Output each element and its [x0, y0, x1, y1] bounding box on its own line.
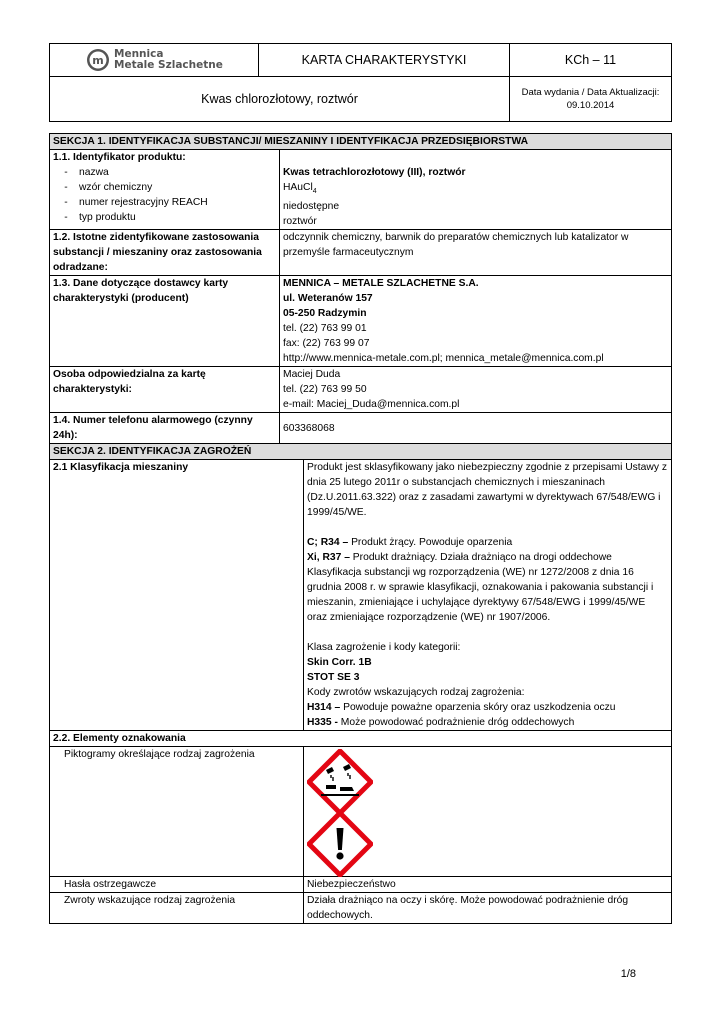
pictograms-cell — [304, 747, 672, 877]
use-row — [50, 230, 672, 276]
responsible-label: Osoba odpowiedzialna za kartę charakterystyki: — [50, 367, 280, 413]
reach-number: niedostępne — [283, 201, 340, 213]
supplier-name: MENNICA – METALE SZLACHETNE S.A. — [283, 278, 479, 290]
document-code: KCh – 11 — [510, 44, 672, 77]
h314-statement: H314 – Powoduje poważne oparzenia skóry oraz uszkodzenia oczu — [307, 702, 616, 714]
signal-word-row — [50, 877, 672, 893]
xi-r37-phrase: Xi, R37 – Produkt drażniący. Działa drażniąco na drogi oddechowe Klasyfikacja substancji wg rozporządzenia (WE) nr 1272/2008 z dnia 16 grudnia 2008 r. w sprawie klasyfikacji, oznakowania i pakowania substancji i mieszanin, zmieniające i uchylające dyrektywy 67/548/EWG i 1999/45/WE oraz zmieniające rozporządzenie (WE) nr 1907/2006. — [307, 552, 654, 624]
section-2-heading: SEKCJA 2. IDENTYFIKACJA ZAGROŻEŃ — [50, 444, 672, 460]
pictograms-row — [50, 747, 672, 877]
hazard-class-label: Klasa zagrożenie i kody kategorii: — [307, 642, 461, 654]
page-number: 1/8 — [620, 968, 636, 980]
svg-text:m: m — [92, 54, 104, 67]
document-title: KARTA CHARAKTERYSTYKI — [259, 44, 510, 77]
product-name: Kwas chlorozłotowy, roztwór — [50, 77, 510, 122]
hazard-codes-label: Kody zwrotów wskazujących rodzaj zagrożenia: — [307, 687, 525, 699]
supplier-postcode: 05-250 Radzymin — [283, 308, 367, 320]
identifier-labels — [50, 150, 280, 230]
hazard-phrases-row — [50, 893, 672, 924]
exclamation-pictogram-icon — [307, 811, 373, 877]
supplier-label: 1.3. Dane dotyczące dostawcy karty charakterystyki (producent) — [50, 276, 280, 367]
company-logo — [50, 48, 258, 72]
classification-intro: Produkt jest sklasyfikowany jako niebezpieczny zgodnie z przepisami Ustawy z dnia 25 lutego 2011r o substancjach chemicznych i mieszaninach (Dz.U.2011.63.322) oraz z zasadami zawartymi w dyrektywach 67/548/EWG i 1999/45/WE. — [307, 462, 667, 519]
item-label-row: - typ produktu — [64, 212, 136, 223]
identifier-label: 1.1. Identyfikator produktu: — [53, 152, 186, 163]
responsible-name: Maciej Duda — [283, 369, 341, 381]
emergency-number: 603368068 — [280, 413, 672, 444]
document-header — [49, 43, 672, 122]
corrosive-pictogram-icon — [307, 749, 373, 815]
supplier-phone: tel. (22) 763 99 01 — [283, 323, 367, 335]
h335-statement: H335 - Może powodować podrażnienie dróg oddechowych — [307, 717, 575, 729]
mennica-logo-icon — [86, 48, 110, 72]
logo-cell — [50, 44, 259, 77]
stot-category: STOT SE 3 — [307, 672, 360, 684]
use-label: 1.2. Istotne zidentyfikowane zastosowania substancji / mieszaniny oraz zastosowania odradzane: — [50, 230, 280, 276]
item-label-row: - nazwa — [64, 167, 109, 178]
safety-data-table — [49, 133, 672, 924]
item-label-row: - numer rejestracyjny REACH — [64, 197, 208, 208]
item-label: nazwa — [79, 167, 109, 178]
responsible-email[interactable]: e-mail: Maciej_Duda@mennica.com.pl — [283, 399, 460, 411]
signal-word-value: Niebezpieczeństwo — [304, 877, 672, 893]
supplier-fax: fax: (22) 763 99 07 — [283, 338, 370, 350]
hazard-phrases-value: Działa drażniąco na oczy i skórę. Może powodować podrażnienie dróg oddechowych. — [304, 893, 672, 924]
hazard-phrases-label: Zwroty wskazujące rodzaj zagrożenia — [50, 893, 304, 924]
issue-date-value: 09.10.2014 — [566, 100, 615, 111]
item-label: numer rejestracyjny REACH — [79, 197, 208, 208]
classification-row — [50, 460, 672, 731]
logo-line-2: Metale Szlachetne — [114, 59, 223, 71]
emergency-row — [50, 413, 672, 444]
issue-date-label: Data wydania / Data Aktualizacji: — [521, 87, 660, 98]
product-full-name: Kwas tetrachlorozłotowy (III), roztwór — [283, 167, 466, 178]
skin-corr-category: Skin Corr. 1B — [307, 657, 372, 669]
identifier-row — [50, 150, 672, 230]
emergency-label: 1.4. Numer telefonu alarmowego (czynny 24h): — [50, 413, 280, 444]
product-type: roztwór — [283, 216, 317, 228]
issue-date-block — [510, 77, 672, 122]
section-1-heading-row — [50, 134, 672, 150]
section-2-heading-row — [50, 444, 672, 460]
label-elements-label: 2.2. Elementy oznakowania — [50, 731, 672, 747]
label-elements-row — [50, 731, 672, 747]
c-r34-phrase: C; R34 – Produkt żrący. Powoduje oparzenia — [307, 537, 513, 549]
supplier-row — [50, 276, 672, 367]
logo-line-1: Mennica — [114, 48, 164, 60]
identifier-values — [280, 150, 672, 230]
section-1-heading: SEKCJA 1. IDENTYFIKACJA SUBSTANCJI/ MIESZANINY I IDENTYFIKACJA PRZEDSIĘBIORSTWA — [50, 134, 672, 150]
supplier-web-email[interactable]: http://www.mennica-metale.com.pl; mennica_metale@mennica.com.pl — [283, 353, 604, 365]
signal-word-label: Hasła ostrzegawcze — [50, 877, 304, 893]
classification-details — [304, 460, 672, 731]
classification-label: 2.1 Klasyfikacja mieszaniny — [50, 460, 304, 731]
use-value: odczynnik chemiczny, barwnik do preparatów chemicznych lub katalizator w przemyśle farmaceutycznym — [280, 230, 672, 276]
item-label: wzór chemiczny — [79, 182, 153, 193]
responsible-details — [280, 367, 672, 413]
pictograms-label: Piktogramy określające rodzaj zagrożenia — [50, 747, 304, 877]
supplier-street: ul. Weteranów 157 — [283, 293, 373, 305]
item-label-row: - wzór chemiczny — [64, 182, 153, 193]
chemical-formula: HAuCl$_4$ — [283, 182, 317, 196]
item-label: typ produktu — [79, 212, 136, 223]
supplier-details — [280, 276, 672, 367]
responsible-row — [50, 367, 672, 413]
responsible-phone: tel. (22) 763 99 50 — [283, 384, 367, 396]
